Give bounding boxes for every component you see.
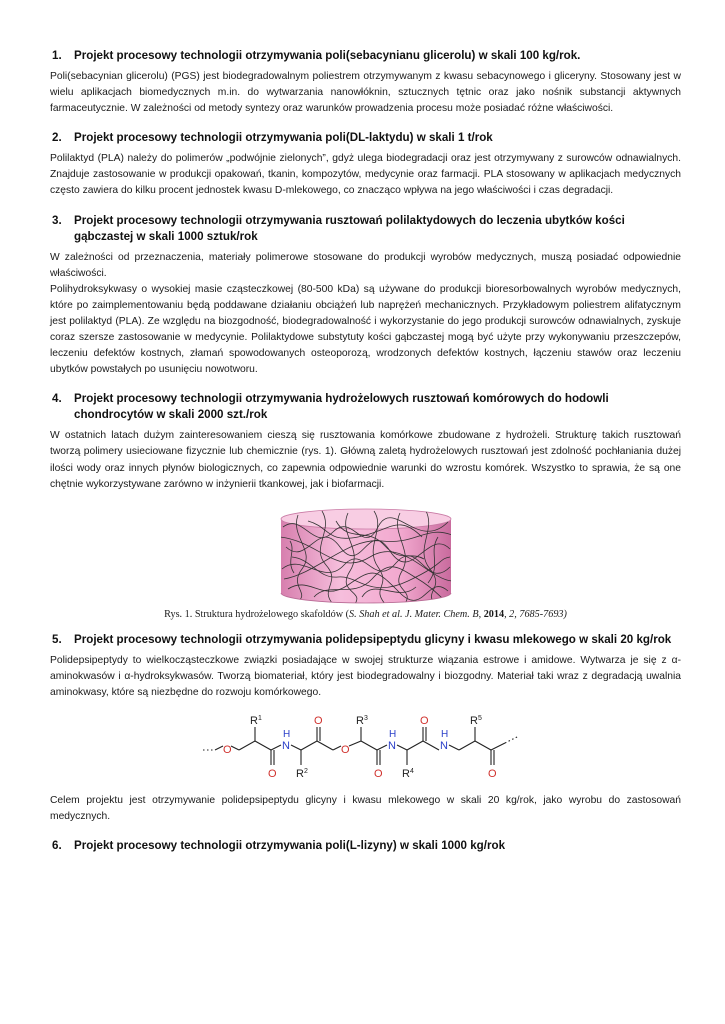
oxygen-atom: O xyxy=(340,743,350,756)
paragraph: W zależności od przeznaczenia, materiały polimerowe stosowane do produkcji wyrobów medycznych, muszą posiadać odpowiednie właściwości. xyxy=(50,251,681,279)
caption-year: 2014 xyxy=(483,608,505,620)
section-title: Projekt procesowy technologii otrzymywania poli(DL-laktydu) w skali 1 t/rok xyxy=(74,131,493,145)
section-number: 5. xyxy=(52,632,62,646)
r3-group: $R^3$ xyxy=(355,714,368,727)
oxygen-atom: O xyxy=(222,743,232,756)
chemical-structure-diagram xyxy=(201,707,531,789)
nitrogen-atom: N xyxy=(281,739,290,752)
section-6 xyxy=(50,838,681,854)
r1-group: $R^1$ xyxy=(249,714,262,727)
hydrogel-cylinder-illustration xyxy=(278,507,454,607)
section-title: Projekt procesowy technologii otrzymywania poli(L-lizyny) w skali 1000 kg/rok xyxy=(74,839,506,853)
cylinder-top xyxy=(281,509,451,529)
section-heading xyxy=(50,632,681,648)
hydrogel-scaffold-figure xyxy=(50,507,681,607)
caption-reference: S. Shah et al. J. Mater. Chem. B xyxy=(349,608,479,620)
section-5 xyxy=(50,632,681,825)
section-heading xyxy=(50,130,681,146)
paragraph: Polihydroksykwasy o wysokiej masie cząsteczkowej (80-500 kDa) są używane do produkcji bioresorbowalnych wyrobów medycznych, które po zaimplementowaniu będą poddawane działaniu obciążeń lub naprężeń mechanicznych. Przykładowym poliestrem alifatycznym jest polilaktyd (PLA). Ze względu na biozgodność, biodegradowalność i wykorzystanie do jego produkcji surowców odnawialnych, zyskuje coraz szersze zastosowanie w medycynie. Polilaktydowe substytuty kości gąbczastej mogą być użyte przy wykonywaniu przeszczepów, leczeniu defektów kostnych, złamań spowodowanych osteoporozą, wrodzonych defektów kostnych, łączeniu stawów oraz leczeniu ubytków powstałych po usunięciu nowotworu. xyxy=(50,283,681,376)
paragraph: Poli(sebacynian glicerolu) (PGS) jest biodegradowalnym poliestrem otrzymywanym z kwasu sebacynowego i gliceryny. Stosowany jest w wielu aplikacjach biomedycznych m.in. do wytwarzania nanowłóknin, sztucznych tętnic oraz jako nośnik substancji aktywnych farmaceutycznie. W zależności od metody syntezy oraz warunków prowadzenia procesu może posiadać różne właściwości. xyxy=(50,71,681,115)
section-heading xyxy=(50,838,681,854)
section-number: 4. xyxy=(52,392,62,406)
section-1 xyxy=(50,48,681,117)
r2-group: $R^2$ xyxy=(295,767,308,780)
section-number: 3. xyxy=(52,213,62,227)
section-heading xyxy=(50,213,681,245)
section-number: 1. xyxy=(52,49,62,62)
paragraph: Polidepsipeptydy to wielkocząsteczkowe związki posiadające w swojej strukturze wiązania estrowe i amidowe. Wytwarza je się z α-aminokwasów i α-hydroksykwasów. Tworzą biomateriał, który jest biodegradowalny i biozgodny. Materiał taki wraz z degradacją uwalnia aminokwasy, które są niezbędne do rozwoju komórkowego. xyxy=(50,654,681,698)
backbone-bonds xyxy=(203,727,519,765)
r5-group: $R^5$ xyxy=(469,714,482,727)
caption-label: Rys. 1. Struktura hydrożelowego skafoldów ( xyxy=(164,608,350,620)
section-4 xyxy=(50,391,681,619)
oxygen-atom: O xyxy=(373,767,383,780)
hydrogen-atom: H xyxy=(282,728,290,740)
section-title: Projekt procesowy technologii otrzymywania poli(sebacynianu glicerolu) w skali 100 kg/rok. xyxy=(74,49,581,62)
nitrogen-atom: N xyxy=(387,739,396,752)
section-title: Projekt procesowy technologii otrzymywania polidepsipeptydu glicyny i kwasu mlekowego w skali 20 kg/rok xyxy=(74,632,672,646)
section-2 xyxy=(50,130,681,199)
caption-separator: , xyxy=(478,608,484,620)
section-3 xyxy=(50,213,681,379)
hydrogen-atom: H xyxy=(388,728,396,740)
nitrogen-atom: N xyxy=(439,739,448,752)
section-title: Projekt procesowy technologii otrzymywania rusztowań polilaktydowych do leczenia ubytków kości gąbczastej w skali 1000 sztuk/rok xyxy=(74,213,625,243)
figure-1-caption xyxy=(50,609,681,620)
section-heading xyxy=(50,48,681,64)
caption-volume-pages: , 2, 7685-7693) xyxy=(504,608,567,620)
section-number: 2. xyxy=(52,131,62,145)
polydepsipeptide-structure xyxy=(50,707,681,789)
section-number: 6. xyxy=(52,839,62,853)
section-title: Projekt procesowy technologii otrzymywania hydrożelowych rusztowań komórowych do hodowli chondrocytów w skali 2000 szt./rok xyxy=(74,392,609,422)
paragraph: Polilaktyd (PLA) należy do polimerów „podwójnie zielonych”, gdyż ulega biodegradacji oraz jest otrzymywany z surowców odnawialnych. Znajduje zastosowanie w produkcji opakowań, tkanin, kompozytów, medycynie oraz farmacji. PLA stosowany w aplikacjach medycznych często zawiera do kilku procent jednostek kwasu D-mlekowego, co znacząco wpływa na jego właściwości i czas degradacji. xyxy=(50,153,681,197)
oxygen-atom: O xyxy=(267,767,277,780)
hydrogen-atom: H xyxy=(440,728,448,740)
section-heading xyxy=(50,391,681,423)
oxygen-atom: O xyxy=(419,714,429,727)
paragraph: W ostatnich latach dużym zainteresowaniem cieszą się rusztowania komórkowe zbudowane z hydrożeli. Strukturę takich rusztowań tworzą polimery usieciowane fizycznie lub chemicznie (rys. 1). Główną zaletą hydrożelowych rusztowań jest zdolność pochłaniania dużej ilości wody oraz innych płynów biologicznych, co zapewnia odpowiednie warunki do wzrostu komórek. Wszystko to sprawia, że są one chętnie wykorzystywane zarówno w inżynierii tkankowej, jak i biofarmacji. xyxy=(50,430,681,490)
r4-group: $R^4$ xyxy=(401,767,414,780)
oxygen-atom: O xyxy=(313,714,323,727)
paragraph: Celem projektu jest otrzymywanie polidepsipeptydu glicyny i kwasu mlekowego w skali 20 kg/rok, jako wyrobu do zastosowań medycznych. xyxy=(50,794,681,823)
oxygen-atom: O xyxy=(487,767,497,780)
